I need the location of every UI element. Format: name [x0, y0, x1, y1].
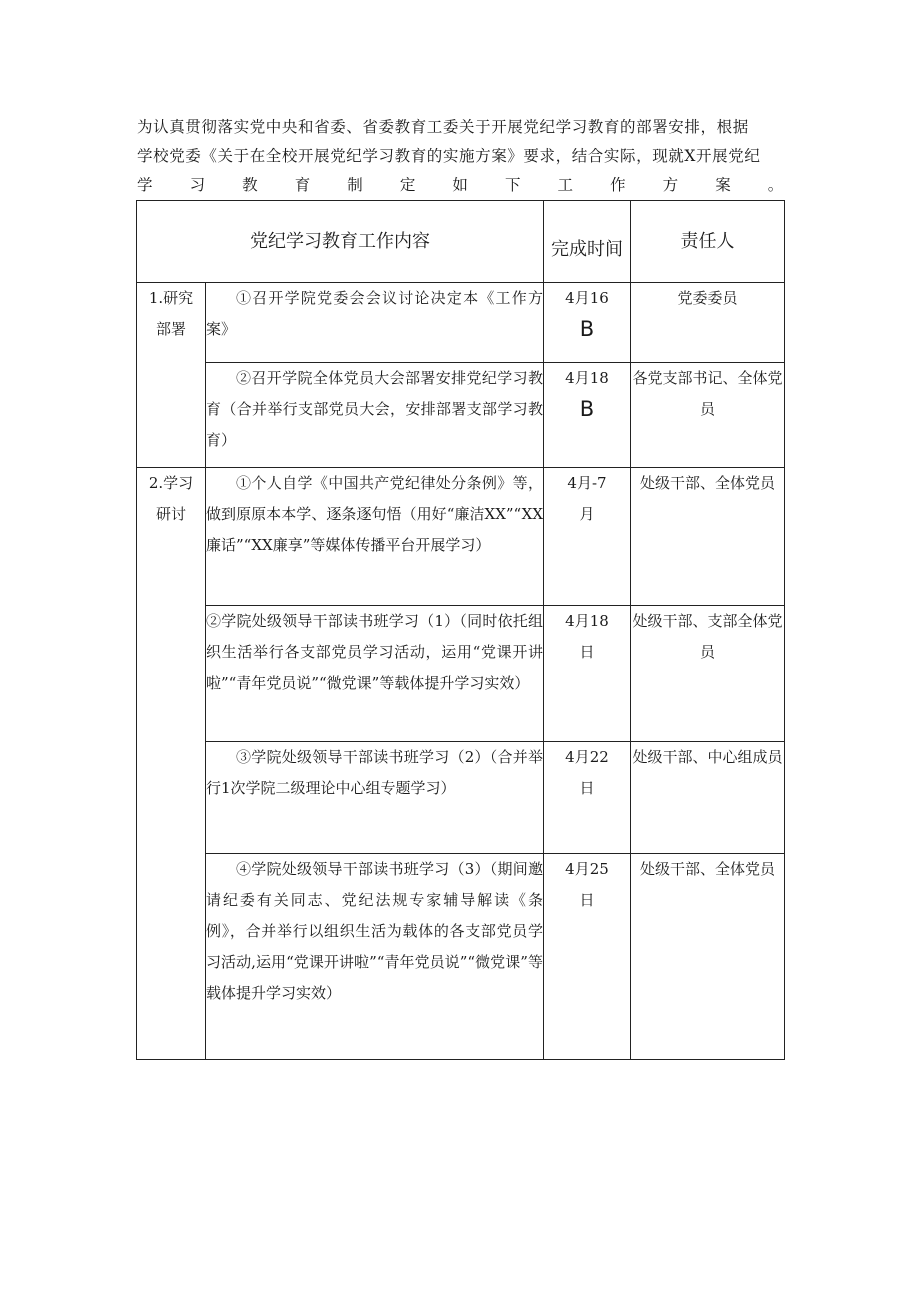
intro-char: 教: [242, 176, 259, 194]
responsible-cell: 各党支部书记、全体党员: [631, 363, 785, 468]
intro-paragraph: [137, 113, 784, 200]
responsible-cell: 处级干部、全体党员: [631, 468, 785, 606]
table-row: [137, 283, 785, 363]
responsible-cell: 处级干部、全体党员: [631, 854, 785, 1060]
time-cell: 4月18 日: [544, 606, 631, 742]
table-row: [137, 468, 785, 606]
intro-char: 学: [137, 176, 154, 194]
responsible-cell: 处级干部、支部全体党员: [631, 606, 785, 742]
header-responsible: 责任人: [631, 201, 785, 283]
content-cell: ④学院处级领导干部读书班学习（3）（期间邀请纪委有关同志、党纪法规专家辅导解读《条例》，合并举行以组织生活为载体的各支部党员学习活动,运用“党课开讲啦”“青年党员说”“微党课”等载体提升学习实效）: [206, 854, 544, 1060]
responsible-cell: 处级干部、中心组成员: [631, 742, 785, 854]
intro-char: 制: [347, 176, 364, 194]
intro-char: 。: [767, 176, 784, 194]
time-cell: 4月16 B: [544, 283, 631, 363]
intro-char: 案: [715, 176, 732, 194]
intro-line-3: [137, 171, 784, 200]
time-cell: 4月-7 月: [544, 468, 631, 606]
intro-char: 下: [504, 176, 522, 194]
table-row: [137, 742, 785, 854]
intro-line-1: 为认真贯彻落实党中央和省委、省委教育工委关于开展党纪学习教育的部署安排，根据: [137, 118, 749, 136]
content-cell: ①召开学院党委会会议讨论决定本《工作方案》: [206, 283, 544, 363]
header-time: 完成时间: [544, 201, 631, 283]
intro-line-2: 学校党委《关于在全校开展党纪学习教育的实施方案》要求，结合实际，现就X开展党纪: [137, 147, 761, 165]
header-content: 党纪学习教育工作内容: [137, 201, 544, 283]
time-cell: 4月25 日: [544, 854, 631, 1060]
intro-char: 方: [662, 176, 679, 194]
responsible-cell: 党委委员: [631, 283, 785, 363]
time-cell: 4月18 B: [544, 363, 631, 468]
intro-char: 习: [189, 176, 206, 194]
table-header-row: [137, 201, 785, 283]
intro-char: 育: [294, 176, 311, 194]
category-cell: 1.研究 部署: [137, 283, 206, 468]
content-cell: ①个人自学《中国共产党纪律处分条例》等，做到原原本本学、逐条逐句悟（用好“廉洁XX”“XX廉话”“XX廉享”等媒体传播平台开展学习）: [206, 468, 544, 606]
intro-char: 作: [610, 176, 627, 194]
table-row: [137, 606, 785, 742]
work-plan-table: [136, 200, 785, 1060]
table-row: [137, 854, 785, 1060]
time-cell: 4月22 日: [544, 742, 631, 854]
category-cell: 2.学习 研讨: [137, 468, 206, 1060]
table-row: [137, 363, 785, 468]
intro-char: 如: [452, 176, 469, 194]
content-cell: ②召开学院全体党员大会部署安排党纪学习教育（合并举行支部党员大会，安排部署支部学习教育）: [206, 363, 544, 468]
intro-char: 工: [557, 176, 574, 194]
content-cell: ③学院处级领导干部读书班学习（2）（合并举行1次学院二级理论中心组专题学习）: [206, 742, 544, 854]
content-cell: ②学院处级领导干部读书班学习（1）（同时依托组织生活举行各支部党员学习活动，运用“党课开讲啦”“青年党员说”“微党课”等载体提升学习实效）: [206, 606, 544, 742]
intro-char: 定: [399, 176, 416, 194]
